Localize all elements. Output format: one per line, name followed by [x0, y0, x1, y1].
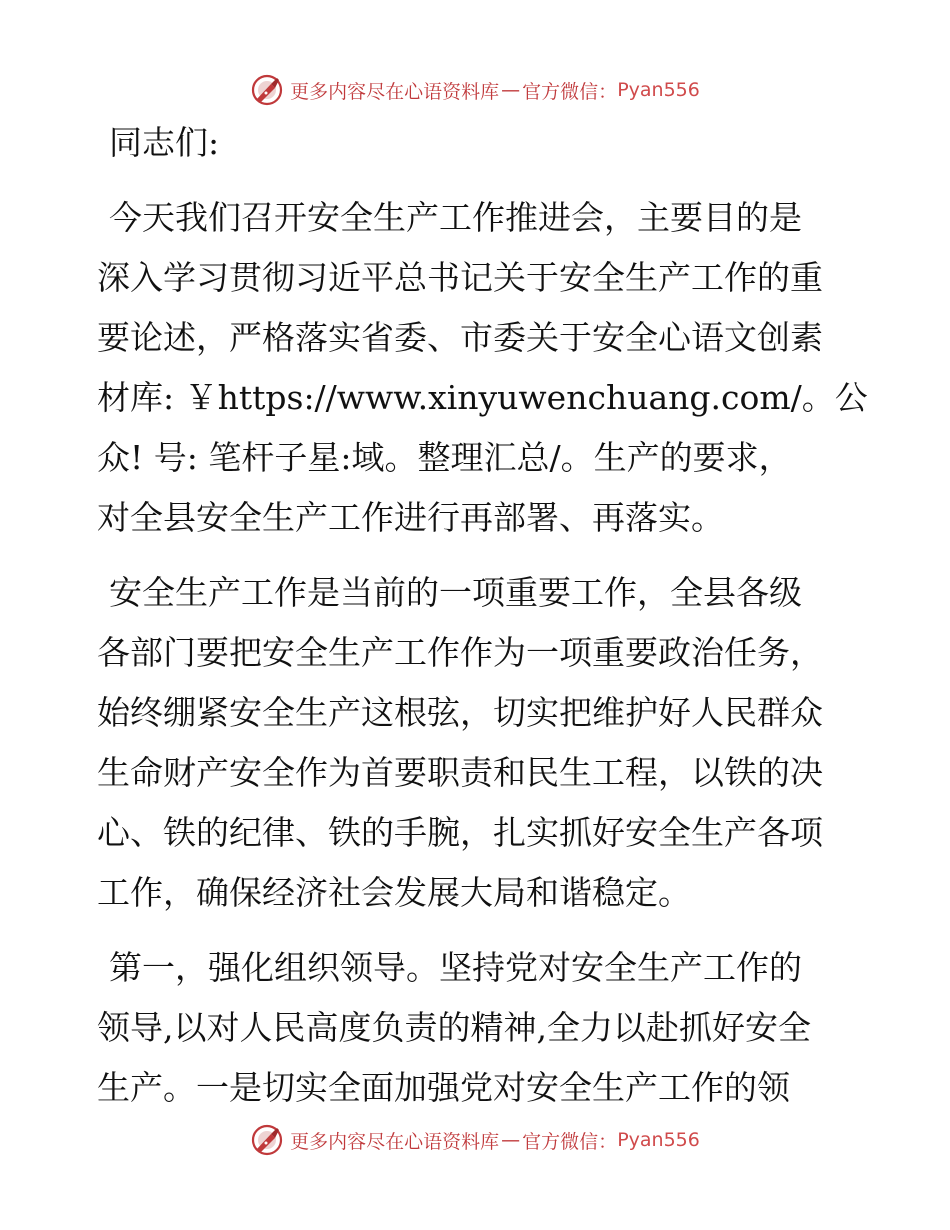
paragraph-line: 众! 号: 笔杆子星:域。整理汇总/。生产的要求，: [97, 438, 792, 477]
paragraph-line: 要论述，严格落实省委、市委关于安全心语文创素: [97, 318, 823, 357]
paragraph-line: 各部门要把安全生产工作作为一项重要政治任务，: [97, 633, 823, 672]
salutation: 同志们:: [109, 123, 220, 162]
paragraph-line: 第一，强化组织领导。坚持党对安全生产工作的: [109, 948, 802, 987]
banner-separator: —: [501, 79, 521, 101]
paragraph-line: 工作，确保经济社会发展大局和谐稳定。: [97, 873, 691, 912]
paragraph-line: 生命财产安全作为首要职责和民生工程，以铁的决: [97, 753, 823, 792]
paragraph-line: 今天我们召开安全生产工作推进会，主要目的是: [109, 198, 802, 237]
banner-contact-label: 官方微信：: [522, 1130, 618, 1153]
banner-separator: —: [501, 1129, 521, 1151]
banner-contact-id: Pyan556: [617, 1129, 700, 1151]
footer-watermark-banner: [0, 1120, 950, 1160]
pen-nib-logo-icon: [250, 1123, 284, 1157]
paragraph-line: 生产。一是切实全面加强党对安全生产工作的领: [97, 1068, 790, 1107]
paragraph-line: 安全生产工作是当前的一项重要工作，全县各级: [109, 573, 802, 612]
paragraph-3: [97, 948, 857, 1108]
banner-main-text: 更多内容尽在心语资料库: [290, 80, 500, 103]
paragraph-line: 心、铁的纪律、铁的手腕，扎实抓好安全生产各项: [97, 813, 823, 852]
paragraph-2: [97, 573, 857, 913]
banner-main-text: 更多内容尽在心语资料库: [290, 1130, 500, 1153]
paragraph-line: 始终绷紧安全生产这根弦，切实把维护好人民群众: [97, 693, 823, 732]
paragraph-1: [97, 198, 868, 538]
paragraph-line: 深入学习贯彻习近平总书记关于安全生产工作的重: [97, 258, 823, 297]
document-body: [97, 123, 868, 1128]
pen-nib-logo-icon: [250, 73, 284, 107]
banner-contact-id: Pyan556: [617, 79, 700, 101]
paragraph-line: 材库: ￥https://www.xinyuwenchuang.com/。公: [97, 378, 868, 417]
paragraph-line: 领导,以对人民高度负责的精神,全力以赴抓好安全: [97, 1008, 811, 1047]
banner-contact-label: 官方微信：: [522, 80, 618, 103]
paragraph-line: 对全县安全生产工作进行再部署、再落实。: [97, 498, 724, 537]
header-watermark-banner: [0, 70, 950, 110]
